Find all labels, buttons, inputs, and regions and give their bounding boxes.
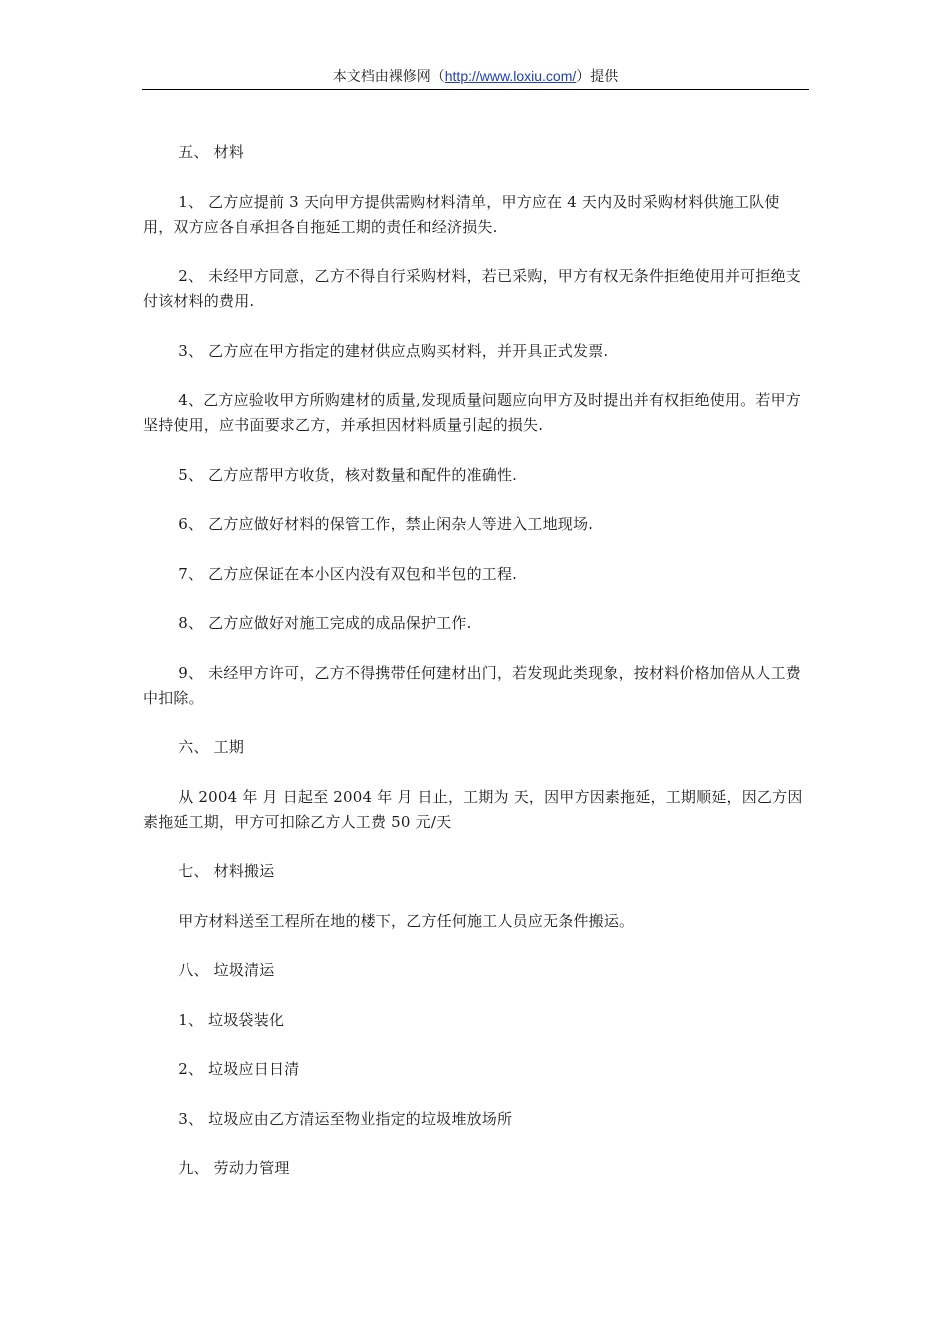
section-heading: 八、 垃圾清运 [178,961,275,979]
section-heading: 六、 工期 [178,738,245,756]
paragraph: 4、乙方应验收甲方所购建材的质量,发现质量问题应向甲方及时提出并有权拒绝使用。若甲方坚持使用，应书面要求乙方，并承担因材料质量引起的损失. [143,391,801,434]
header-link[interactable]: http://www.loxiu.com/ [444,68,577,84]
header-prefix: 本文档由裸修网（ [332,69,445,85]
paragraph: 9、 未经甲方许可，乙方不得携带任何建材出门，若发现此类现象，按材料价格加倍从人工费中扣除。 [143,663,801,707]
paragraph: 8、 乙方应做好对施工完成的成品保护工作. [178,614,472,632]
paragraph: 从 2004 年 月 日起至 2004 年 月 日止，工期为 天，因甲方因素拖延，工期顺延，因乙方因素拖延工期，甲方可扣除乙方人工费 50 元/天 [143,787,803,831]
section-heading: 九、 劳动力管理 [178,1159,290,1177]
section-heading: 七、 材料搬运 [178,862,275,880]
page-header [142,66,809,90]
document-body [143,140,809,1181]
paragraph: 2、 垃圾应日日清 [178,1060,300,1078]
section-heading: 五、 材料 [178,143,245,161]
paragraph: 1、 垃圾袋装化 [178,1010,285,1029]
paragraph: 6、 乙方应做好材料的保管工作，禁止闲杂人等进入工地现场. [178,515,594,533]
paragraph: 甲方材料送至工程所在地的楼下，乙方任何施工人员应无条件搬运。 [178,911,635,930]
header-suffix: ）提供 [576,69,619,85]
paragraph: 5、 乙方应帮甲方收货，核对数量和配件的准确性. [178,465,518,484]
paragraph: 2、 未经甲方同意，乙方不得自行采购材料，若已采购，甲方有权无条件拒绝使用并可拒绝支付该材料的费用. [143,267,801,310]
paragraph: 3、 垃圾应由乙方清运至物业指定的垃圾堆放场所 [178,1109,513,1128]
paragraph: 1、 乙方应提前 3 天向甲方提供需购材料清单，甲方应在 4 天内及时采购材料供施工队使用，双方应各自承担各自拖延工期的责任和经济损失. [143,192,780,236]
paragraph: 3、 乙方应在甲方指定的建材供应点购买材料，并开具正式发票. [178,341,609,360]
paragraph: 7、 乙方应保证在本小区内没有双包和半包的工程. [178,564,518,583]
